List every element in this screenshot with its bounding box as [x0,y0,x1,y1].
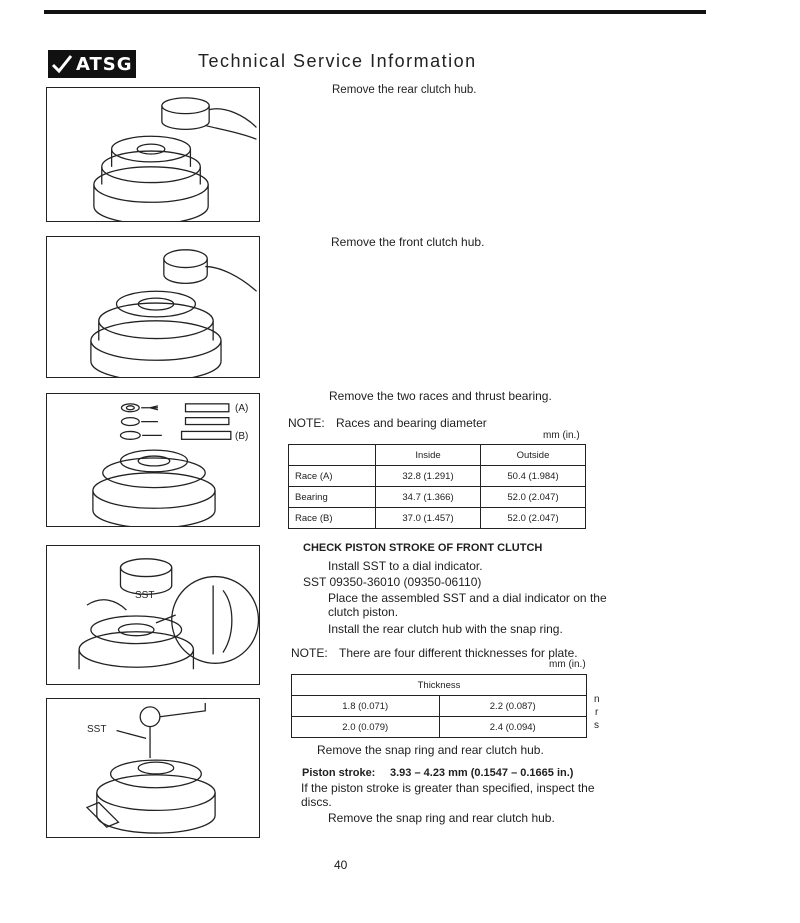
table-cell: Race (A) [289,466,376,487]
table-cell: 52.0 (2.047) [481,487,586,508]
table-row [292,717,587,738]
table-header-row [289,445,586,466]
note1-text: Races and bearing diameter [336,416,487,430]
label-race-a: (A) [235,403,249,414]
after-line-3: Remove the snap ring and rear clutch hub. [328,811,555,825]
after-line-2a: If the piston stroke is greater than specified, inspect the [301,781,595,795]
plate-thickness-table [291,674,587,738]
step-remove-races: Remove the two races and thrust bearing. [329,389,552,403]
table-cell: Bearing [289,487,376,508]
note2-label: NOTE: [291,646,328,660]
atsg-logo [48,50,136,78]
table-row [289,508,586,529]
logo-text: ATSG [76,53,133,75]
note1-label: NOTE: [288,416,325,430]
table-cell: Inside [376,445,481,466]
table-cell: 2.0 (0.079) [292,717,440,738]
top-rule [44,10,706,14]
table-cell: 50.4 (1.984) [481,466,586,487]
after-line-2b: discs. [301,795,332,809]
figure-remove-rear-hub [46,87,260,222]
races-bearing-table [288,444,586,529]
label-sst-fig5: SST [87,724,107,735]
table-cell: 2.2 (0.087) [439,696,587,717]
note2-text: There are four different thicknesses for plate. [339,646,578,660]
table-cell: 52.0 (2.047) [481,508,586,529]
check-mark-icon [50,52,74,76]
check-line-3b: clutch piston. [328,605,399,619]
table-cell: Race (B) [289,508,376,529]
table-cell: Thickness [292,675,587,696]
check-line-2: SST 09350-36010 (09350-06110) [303,575,482,589]
figure-piston-stroke [46,698,260,838]
figure-races-bearing [46,393,260,527]
check-line-3a: Place the assembled SST and a dial indicator on the [328,591,607,605]
after-line-1: Remove the snap ring and rear clutch hub. [317,743,544,757]
step-remove-front-hub: Remove the front clutch hub. [331,235,485,249]
label-sst-fig4: SST [135,590,155,601]
margin-char: s [594,720,599,731]
stroke-value: 3.93 – 4.23 mm (0.1547 – 0.1665 in.) [390,767,574,779]
table-cell: 34.7 (1.366) [376,487,481,508]
note2-unit: mm (in.) [549,659,586,670]
table-row [289,466,586,487]
table-row [292,696,587,717]
table-cell: Outside [481,445,586,466]
note1-unit: mm (in.) [543,430,580,441]
table-cell: 37.0 (1.457) [376,508,481,529]
table-cell: 2.4 (0.094) [439,717,587,738]
margin-char: n [594,694,600,705]
stroke-label: Piston stroke: [302,767,376,779]
table-cell [289,445,376,466]
table-row [289,487,586,508]
figure-dial-indicator-setup [46,545,260,685]
check-section-title: CHECK PISTON STROKE OF FRONT CLUTCH [303,542,543,554]
table-cell: 32.8 (1.291) [376,466,481,487]
check-line-4: Install the rear clutch hub with the snap ring. [328,622,563,636]
step-remove-rear-hub: Remove the rear clutch hub. [332,84,477,96]
page-number: 40 [334,858,348,872]
label-race-b: (B) [235,431,249,442]
margin-char: r [595,707,599,718]
table-header-row [292,675,587,696]
table-cell: 1.8 (0.071) [292,696,440,717]
page-title: Technical Service Information [198,51,477,71]
check-line-1: Install SST to a dial indicator. [328,559,483,573]
figure-remove-front-hub [46,236,260,378]
